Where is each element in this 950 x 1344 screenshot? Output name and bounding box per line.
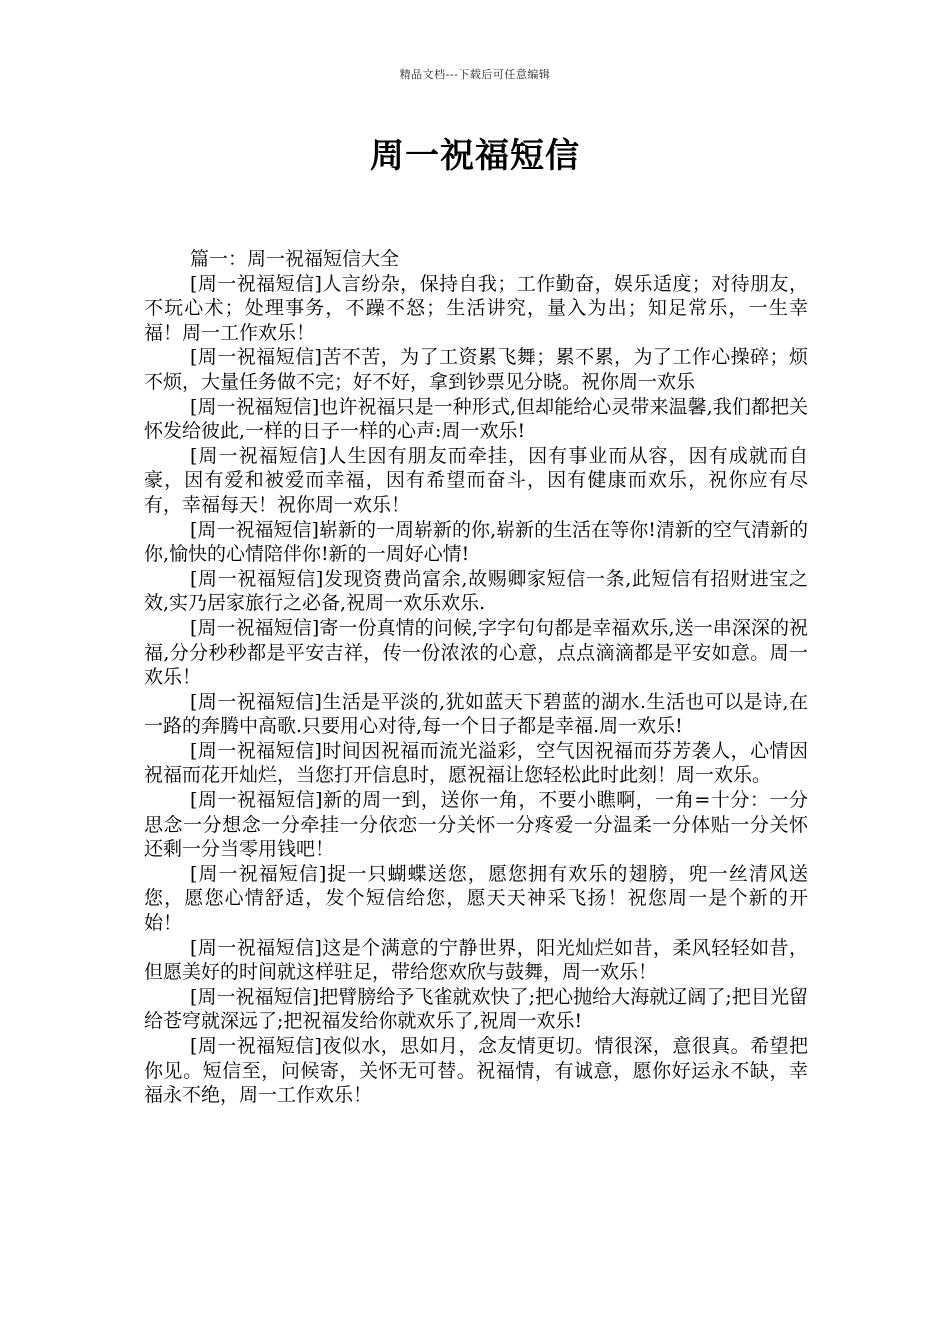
- header-note: 精品文档---下载后可任意编辑: [399, 68, 551, 81]
- paragraph: [周一祝福短信]夜似水，思如月，念友情更切。情很深，意很真。希望把你见。短信至，问候寄，关怀无可替。祝福情，有诚意，愿你好运永不缺，幸福永不绝，周一工作欢乐！: [144, 1035, 808, 1107]
- document-body: [144, 247, 808, 1108]
- document-title: 周一祝福短信: [370, 136, 580, 176]
- paragraph: [周一祝福短信]苦不苦，为了工资累飞舞；累不累，为了工作心操碎；烦不烦，大量任务做不完；好不好，拿到钞票见分晓。祝你周一欢乐: [144, 346, 808, 393]
- paragraph: [周一祝福短信]时间因祝福而流光溢彩，空气因祝福而芬芳袭人，心情因祝福而花开灿烂，当您打开信息时，愿祝福让您轻松此时此刻！周一欢乐。: [144, 739, 808, 787]
- paragraph: [周一祝福短信]生活是平淡的,犹如蓝天下碧蓝的湖水.生活也可以是诗,在一路的奔腾中高歌.只要用心对待,每一个日子都是幸福.周一欢乐!: [144, 690, 808, 738]
- paragraph: [周一祝福短信]这是个满意的宁静世界，阳光灿烂如昔，柔风轻轻如昔，但愿美好的时间就这样驻足，带给您欢欣与鼓舞，周一欢乐！: [144, 936, 808, 984]
- paragraph: [周一祝福短信]捉一只蝴蝶送您，愿您拥有欢乐的翅膀，兜一丝清风送您，愿您心情舒适，发个短信给您，愿天天神采飞扬！祝您周一是个新的开始！: [144, 862, 808, 935]
- paragraph: [周一祝福短信]把臂膀给予飞雀就欢快了;把心抛给大海就辽阔了;把目光留给苍穹就深远了;把祝福发给你就欢乐了,祝周一欢乐!: [144, 985, 808, 1033]
- section-heading: 篇一：周一祝福短信大全: [190, 248, 400, 270]
- paragraph: [周一祝福短信]人言纷杂，保持自我；工作勤奋，娱乐适度；对待朋友，不玩心术；处理事务，不躁不怒；生活讲究，量入为出；知足常乐，一生幸福！周一工作欢乐！: [144, 272, 808, 344]
- paragraph: [周一祝福短信]寄一份真情的问候,字字句句都是幸福欢乐,送一串深深的祝福,分分秒秒都是平安吉祥，传一份浓浓的心意，点点滴滴都是平安如意。周一欢乐！: [144, 616, 808, 689]
- paragraph: [周一祝福短信]人生因有朋友而牵挂，因有事业而从容，因有成就而自豪，因有爱和被爱而幸福，因有希望而奋斗，因有健康而欢乐，祝你应有尽有，幸福每天！祝你周一欢乐！: [144, 444, 808, 516]
- paragraph: [周一祝福短信]新的周一到，送你一角，不要小瞧啊，一角=十分：一分思念一分想念一分牵挂一分依恋一分关怀一分疼爱一分温柔一分体贴一分关怀还剩一分当零用钱吧！: [144, 789, 808, 861]
- paragraph: [周一祝福短信]也许祝福只是一种形式,但却能给心灵带来温馨,我们都把关怀发给彼此,一样的日子一样的心声:周一欢乐!: [144, 395, 808, 443]
- paragraph: [周一祝福短信]发现资费尚富余,故赐卿家短信一条,此短信有招财进宝之效,实乃居家旅行之必备,祝周一欢乐欢乐.: [144, 567, 808, 615]
- paragraph: [周一祝福短信]崭新的一周崭新的你,崭新的生活在等你!清新的空气清新的你,愉快的心情陪伴你!新的一周好心情!: [144, 518, 808, 566]
